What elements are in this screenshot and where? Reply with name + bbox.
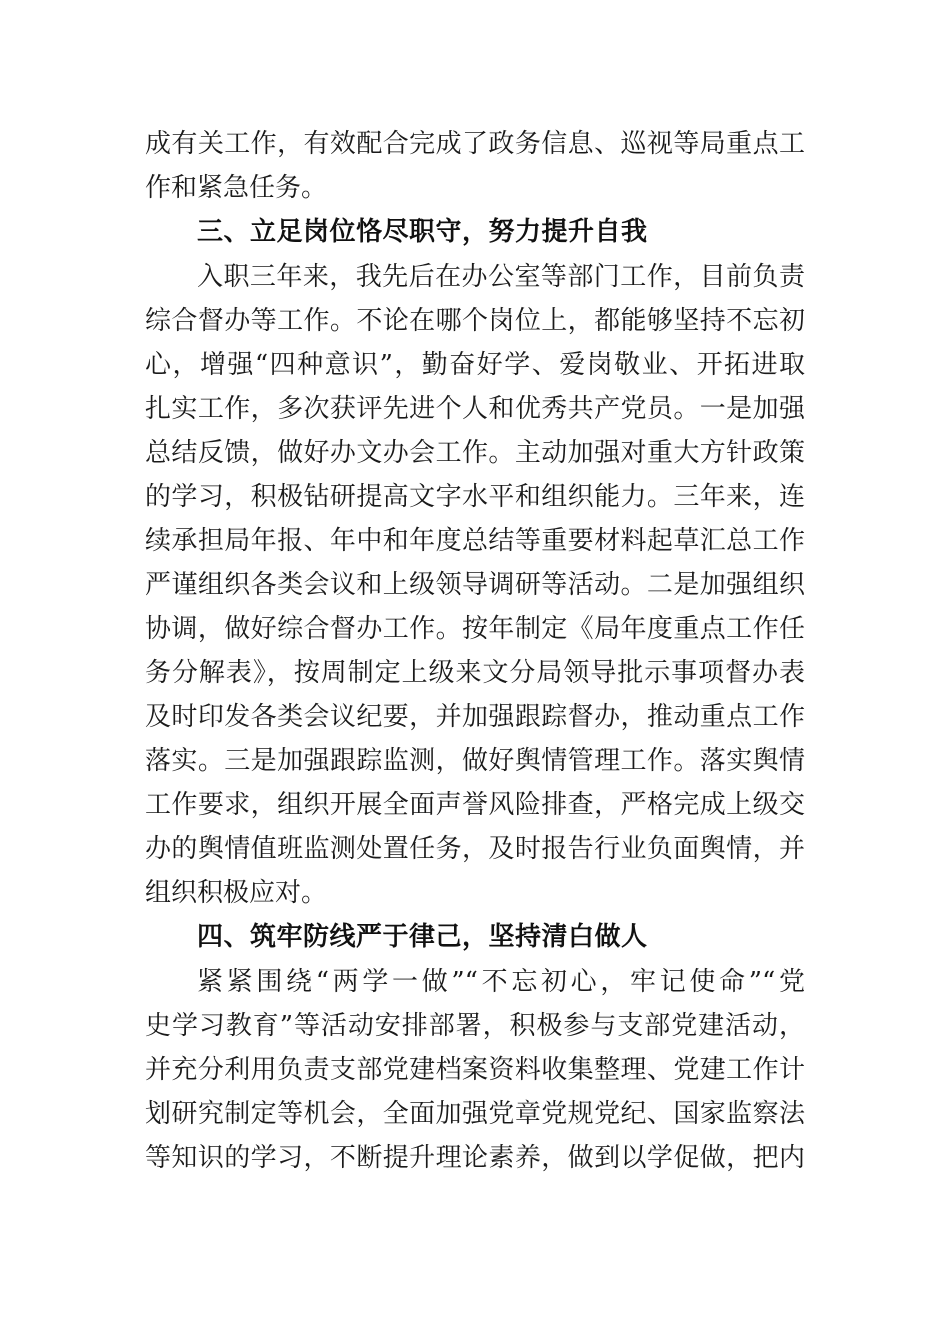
body-line: 等知识的学习，不断提升理论素养，做到以学促做，把内	[145, 1143, 805, 1173]
body-line: 工作要求，组织开展全面声誉风险排查，严格完成上级交	[145, 790, 805, 820]
body-line: 续承担局年报、年中和年度总结等重要材料起草汇总工作	[145, 526, 805, 556]
body-line: 综合督办等工作。不论在哪个岗位上，都能够坚持不忘初	[145, 306, 805, 336]
section-heading-4: 四、筑牢防线严于律己，坚持清白做人	[197, 922, 648, 952]
body-line: 严谨组织各类会议和上级领导调研等活动。二是加强组织	[145, 570, 805, 600]
body-line: 作和紧急任务。	[145, 173, 328, 203]
paragraph-first-line: 紧紧围绕“两学一做”“不忘初心，牢记使命”“党	[197, 967, 805, 997]
body-line: 组织积极应对。	[145, 878, 328, 908]
body-line: 总结反馈，做好办文办会工作。主动加强对重大方针政策	[145, 438, 805, 468]
document-body	[145, 122, 805, 1180]
body-line: 的学习，积极钻研提高文字水平和组织能力。三年来，连	[145, 482, 805, 512]
section-heading-3: 三、立足岗位恪尽职守，努力提升自我	[197, 217, 648, 247]
body-line: 心，增强“四种意识”，勤奋好学、爱岗敬业、开拓进取	[145, 350, 805, 380]
body-line: 办的舆情值班监测处置任务，及时报告行业负面舆情，并	[145, 834, 805, 864]
body-line: 落实。三是加强跟踪监测，做好舆情管理工作。落实舆情	[145, 746, 805, 776]
body-line: 史学习教育”等活动安排部署，积极参与支部党建活动，	[145, 1011, 805, 1041]
paragraph-first-line: 入职三年来，我先后在办公室等部门工作，目前负责	[197, 262, 805, 292]
body-line: 成有关工作，有效配合完成了政务信息、巡视等局重点工	[145, 129, 805, 159]
body-line: 划研究制定等机会，全面加强党章党规党纪、国家监察法	[145, 1099, 805, 1129]
body-line: 及时印发各类会议纪要，并加强跟踪督办，推动重点工作	[145, 702, 805, 732]
body-line: 扎实工作，多次获评先进个人和优秀共产党员。一是加强	[145, 394, 805, 424]
body-line: 并充分利用负责支部党建档案资料收集整理、党建工作计	[145, 1055, 805, 1085]
body-line: 协调，做好综合督办工作。按年制定《局年度重点工作任	[145, 614, 805, 644]
body-line: 务分解表》，按周制定上级来文分局领导批示事项督办表	[145, 658, 805, 688]
